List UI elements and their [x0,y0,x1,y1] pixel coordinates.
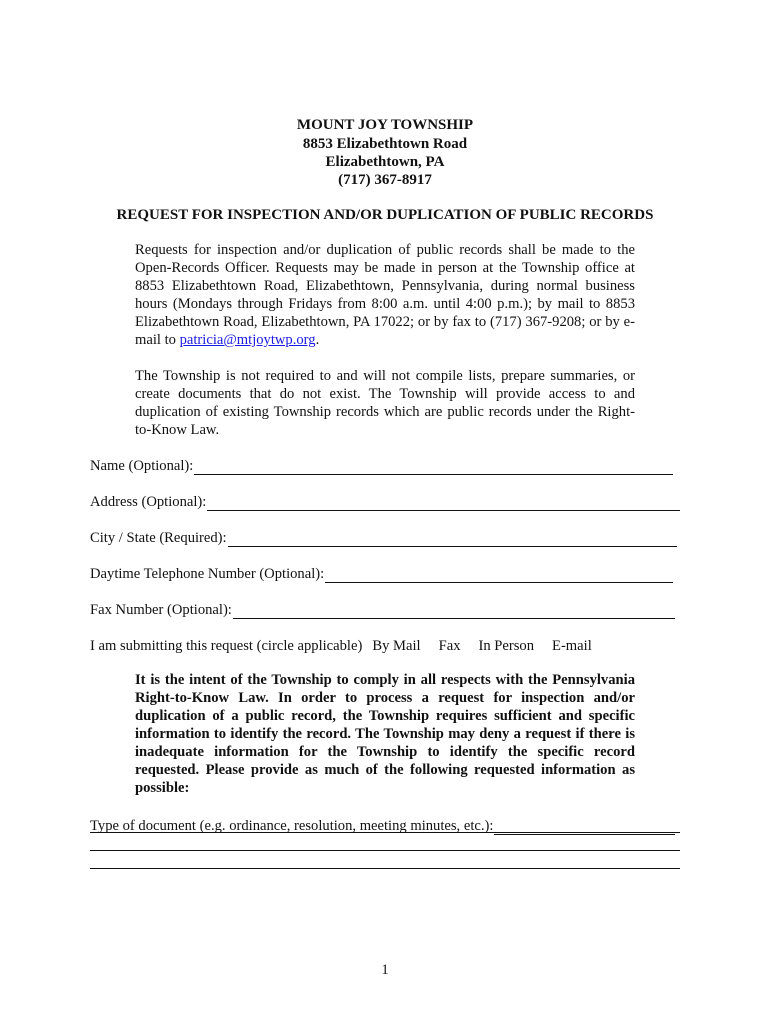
phone-label: Daytime Telephone Number (Optional): [90,566,325,582]
township-street: 8853 Elizabethtown Road [302,136,468,152]
instructions-paragraph [135,241,635,349]
submission-label: I am submitting this request (circle applicable) [90,638,363,654]
doc-type-label: Type of document (e.g. ordinance, resolution, meeting minutes, etc.): [90,818,494,834]
fax-input-line[interactable] [233,604,675,619]
phone-input-line[interactable] [325,568,673,583]
address-input-line[interactable] [207,496,680,511]
email-link[interactable]: patricia@mtjoytwp.org [179,332,316,348]
doc-type-line-4[interactable] [90,868,680,869]
township-name: MOUNT JOY TOWNSHIP [296,117,474,133]
city-state-input-line[interactable] [228,532,677,547]
township-phone: (717) 367-8917 [338,172,432,188]
city-state-label: City / State (Required): [90,530,227,546]
doc-type-line-2[interactable] [90,832,680,833]
name-input-line[interactable] [194,460,673,475]
address-label: Address (Optional): [90,494,207,510]
submission-method [90,635,680,655]
option-in-person[interactable]: In Person [478,638,535,654]
doc-type-line-3[interactable] [90,850,680,851]
name-field[interactable] [90,455,673,475]
fax-label: Fax Number (Optional): [90,602,232,618]
city-state-field[interactable] [90,527,677,547]
option-email[interactable]: E-mail [552,638,592,654]
instructions-text: Requests for inspection and/or duplication of public records shall be made to the Open-Records Officer. Requests may be made in person at the Township office at 8853 Elizabethtown Road, Elizabethtown, Pennsylvania, during normal business hours (Mondays through Fridays from 8:00 a.m. until 4:00 p.m.); by mail to 8853 Elizabethtown Road, Elizabethtown, PA 17022; or by fax to (717) 367-9208; or by e-mail to [135,242,635,348]
policy-paragraph: The Township is not required to and will not compile lists, prepare summaries, or create documents that do not exist. The Township will provide access to and duplication of existing Township records which are public records under the Right-to-Know Law. [135,368,635,438]
instructions-end: . [315,332,320,348]
page-number: 1 [381,962,389,978]
fax-field[interactable] [90,599,675,619]
form-title: REQUEST FOR INSPECTION AND/OR DUPLICATION OF PUBLIC RECORDS [116,207,654,223]
notice-paragraph: It is the intent of the Township to comply in all respects with the Pennsylvania Right-to-Know Law. In order to process a request for inspection and/or duplication of a public record, the Township requires sufficient and specific information to identify the record. The Township may deny a request if there is inadequate information for the Township to identify the specific record requested. Please provide as much of the following requested information as possible: [135,672,635,796]
name-label: Name (Optional): [90,458,194,474]
option-by-mail[interactable]: By Mail [372,638,421,654]
township-city: Elizabethtown, PA [325,154,445,170]
address-field[interactable] [90,491,680,511]
option-fax[interactable]: Fax [438,638,461,654]
phone-field[interactable] [90,563,673,583]
